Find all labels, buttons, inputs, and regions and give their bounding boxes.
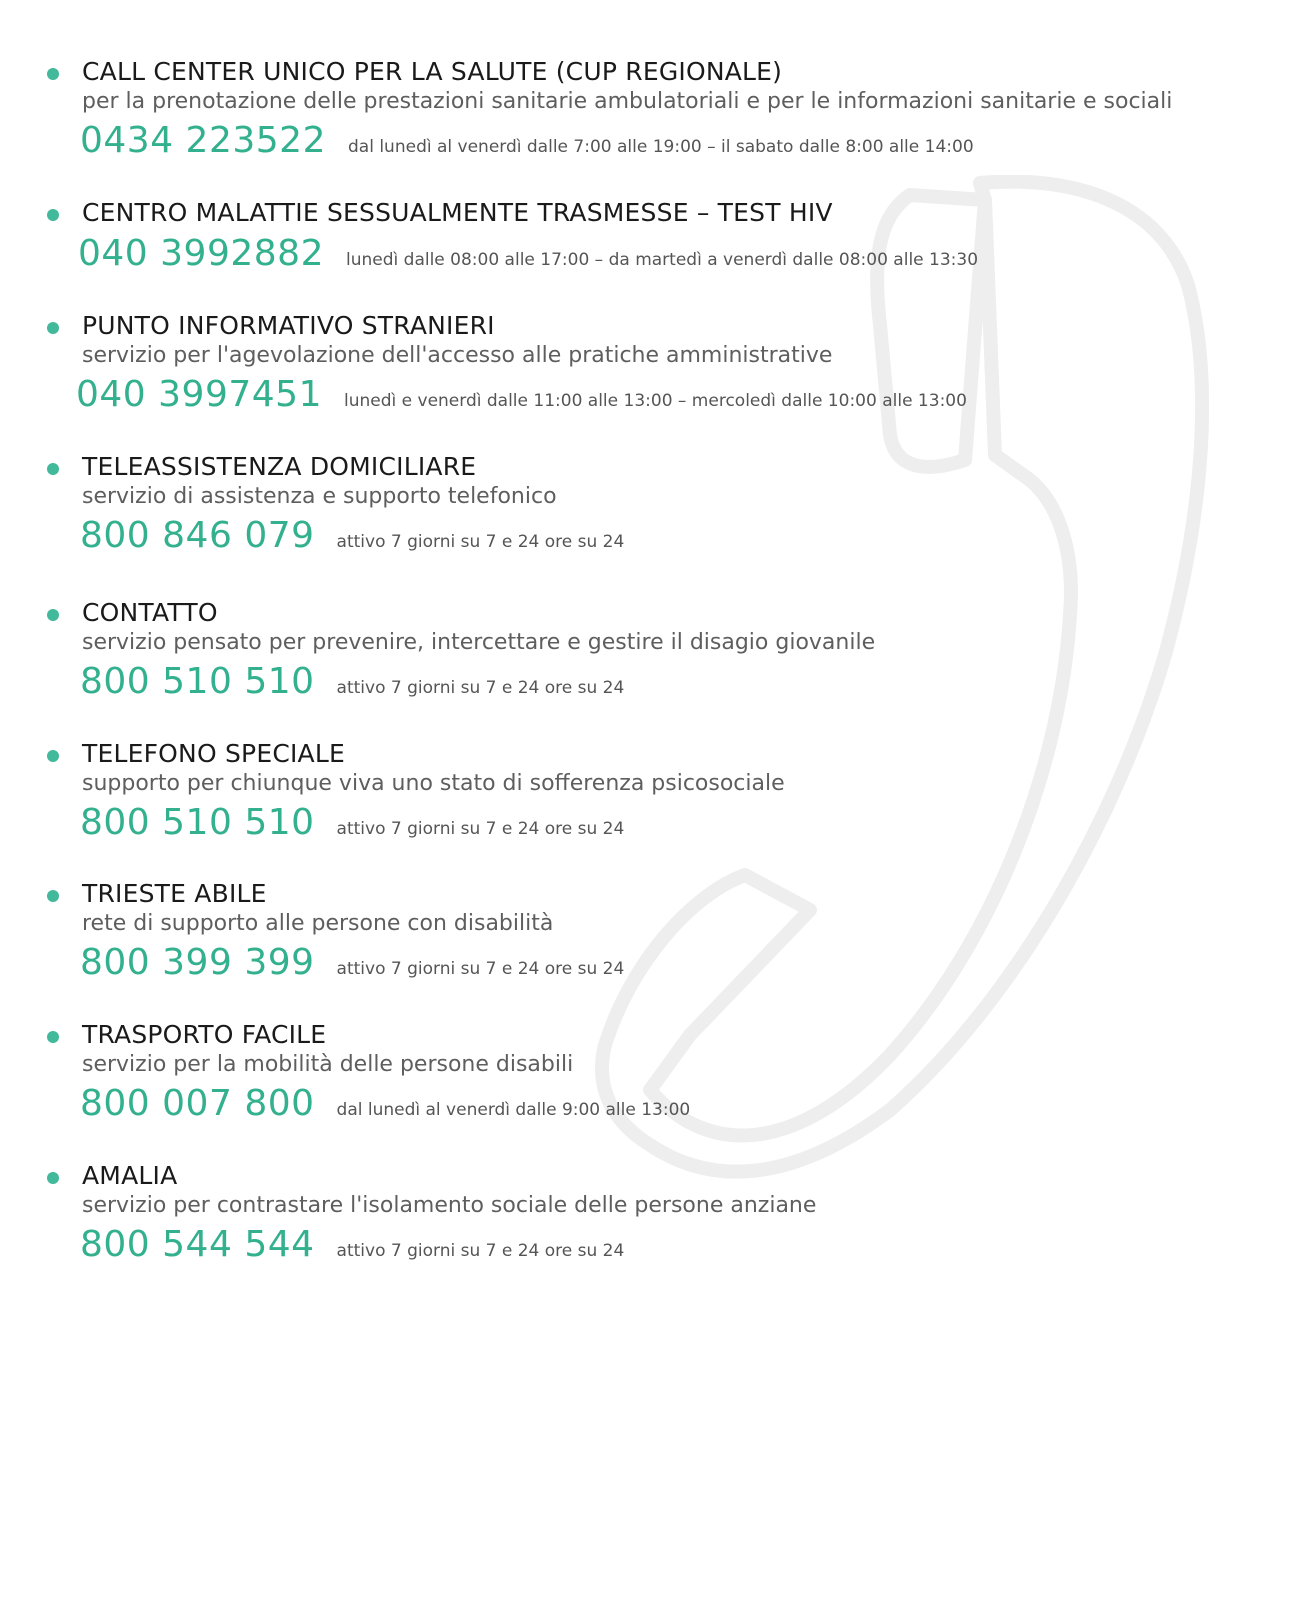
contact-title: AMALIA [82, 1161, 178, 1190]
phone-number[interactable]: 040 3992882 [78, 233, 324, 274]
bullet-icon [47, 322, 59, 334]
contact-number-line [80, 660, 624, 710]
phone-number[interactable]: 040 3997451 [76, 374, 322, 415]
contact-description: rete di supporto alle persone con disabilità [82, 911, 554, 936]
opening-hours: dal lunedì al venerdì dalle 7:00 alle 19:00 – il sabato dalle 8:00 alle 14:00 [348, 137, 974, 157]
contact-description: supporto per chiunque viva uno stato di sofferenza psicosociale [82, 771, 785, 796]
bullet-icon [47, 890, 59, 902]
opening-hours: lunedì e venerdì dalle 11:00 alle 13:00 – mercoledì dalle 10:00 alle 13:00 [344, 391, 967, 411]
opening-hours: dal lunedì al venerdì dalle 9:00 alle 13:00 [336, 1100, 691, 1120]
contact-title: TRIESTE ABILE [82, 879, 267, 908]
contact-description: servizio di assistenza e supporto telefonico [82, 484, 557, 509]
phone-handset-outline [602, 182, 1202, 1172]
contact-title: CENTRO MALATTIE SESSUALMENTE TRASMESSE – TEST HIV [82, 198, 833, 227]
contact-title: TELEFONO SPECIALE [82, 739, 345, 768]
phone-number[interactable]: 800 510 510 [80, 661, 315, 702]
bullet-icon [47, 463, 59, 475]
opening-hours: lunedì dalle 08:00 alle 17:00 – da martedì a venerdì dalle 08:00 alle 13:30 [346, 250, 979, 270]
opening-hours: attivo 7 giorni su 7 e 24 ore su 24 [336, 532, 625, 552]
contact-title: TELEASSISTENZA DOMICILIARE [82, 452, 477, 481]
contact-number-line [80, 119, 974, 169]
bullet-icon [47, 750, 59, 762]
bullet-icon [47, 1172, 59, 1184]
contact-number-line [80, 941, 624, 991]
phone-number[interactable]: 800 510 510 [80, 802, 315, 843]
bullet-icon [47, 1031, 59, 1043]
bullet-icon [47, 209, 59, 221]
contact-title: CALL CENTER UNICO PER LA SALUTE (CUP REGIONALE) [82, 57, 783, 86]
phone-handset-icon [590, 175, 1270, 1205]
contact-number-line [80, 801, 624, 851]
bullet-icon [47, 609, 59, 621]
phone-number[interactable]: 800 399 399 [80, 942, 315, 983]
bullet-icon [47, 68, 59, 80]
contact-title: TRASPORTO FACILE [82, 1020, 327, 1049]
contact-description: servizio pensato per prevenire, intercettare e gestire il disagio giovanile [82, 630, 876, 655]
contact-description: servizio per contrastare l'isolamento sociale delle persone anziane [82, 1193, 817, 1218]
contact-description: servizio per la mobilità delle persone disabili [82, 1052, 574, 1077]
opening-hours: attivo 7 giorni su 7 e 24 ore su 24 [336, 1241, 625, 1261]
contact-description: servizio per l'agevolazione dell'accesso alle pratiche amministrative [82, 343, 833, 368]
contact-title: PUNTO INFORMATIVO STRANIERI [82, 311, 495, 340]
contact-number-line [76, 373, 967, 423]
contact-number-line [80, 514, 624, 564]
opening-hours: attivo 7 giorni su 7 e 24 ore su 24 [336, 819, 625, 839]
contact-number-line [80, 1223, 624, 1273]
opening-hours: attivo 7 giorni su 7 e 24 ore su 24 [336, 678, 625, 698]
phone-number[interactable]: 0434 223522 [80, 120, 326, 161]
opening-hours: attivo 7 giorni su 7 e 24 ore su 24 [336, 959, 625, 979]
contact-number-line [78, 232, 978, 282]
contact-description: per la prenotazione delle prestazioni sanitarie ambulatoriali e per le informazioni sanitarie e sociali [82, 89, 1173, 114]
contact-title: CONTATTO [82, 598, 218, 627]
phone-number[interactable]: 800 846 079 [80, 515, 315, 556]
phone-number[interactable]: 800 544 544 [80, 1224, 315, 1265]
contact-number-line [80, 1082, 690, 1132]
phone-number[interactable]: 800 007 800 [80, 1083, 315, 1124]
